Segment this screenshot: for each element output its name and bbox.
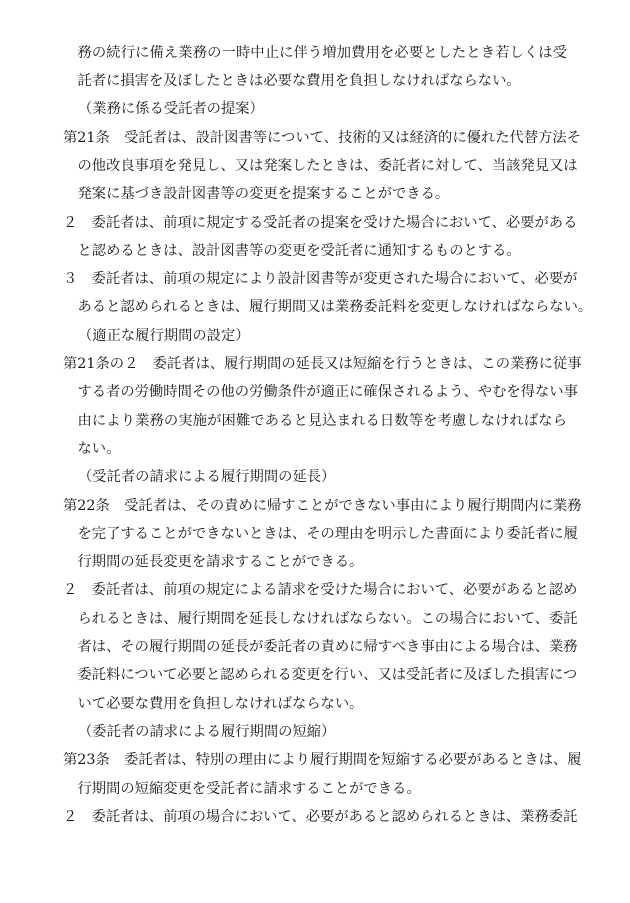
body-text-line: の他改良事項を発見し、又は発案したときは、委託者に対して、当該発見又は xyxy=(77,157,578,174)
paragraph-2-line: ２ 委託者は、前項の場合において、必要があると認められるときは、業務委託 xyxy=(63,808,578,825)
body-text-line: 務の続行に備え業務の一時中止に伴う増加費用を必要としたとき若しくは受 xyxy=(77,44,567,61)
body-text-line: ない。 xyxy=(77,440,121,457)
body-text-line: を完了することができないときは、その理由を明示した書面により委託者に履 xyxy=(77,525,578,542)
paragraph-3-line: ３ 委託者は、前項の規定により設計図書等が変更された場合において、必要が xyxy=(63,271,578,288)
paragraph-2-line: ２ 委託者は、前項の規定による請求を受けた場合において、必要があると認め xyxy=(63,582,578,599)
body-text-line: 行期間の延長変更を請求することができる。 xyxy=(77,554,364,571)
body-text-line: と認めるときは、設計図書等の変更を受託者に通知するものとする。 xyxy=(77,242,521,259)
article-21-2-heading-line: 第21条の２ 委託者は、履行期間の延長又は短縮を行うときは、この業務に従事 xyxy=(63,356,582,373)
document-body xyxy=(0,39,630,831)
article-caption: （委託者の請求による履行期間の短縮） xyxy=(78,723,336,740)
article-23-heading-line: 第23条 委託者は、特別の理由により履行期間を短縮する必要があるときは、履 xyxy=(63,752,582,769)
body-text-line: 託者に損害を及ぼしたときは必要な費用を負担しなければならない。 xyxy=(77,73,521,90)
body-text-line: 由により業務の実施が困難であると見込まれる日数等を考慮しなければなら xyxy=(77,412,567,429)
body-text-line: 発案に基づき設計図書等の変更を提案することができる。 xyxy=(77,186,450,203)
article-22-heading-line: 第22条 受託者は、その責めに帰すことができない事由により履行期間内に業務 xyxy=(63,497,582,514)
article-caption: （受託者の請求による履行期間の延長） xyxy=(78,469,336,486)
body-text-line: られるときは、履行期間を延長しなければならない。この場合において、委託 xyxy=(77,610,578,627)
article-caption: （業務に係る受託者の提案） xyxy=(78,101,264,118)
body-text-line: 者は、その履行期間の延長が委託者の責めに帰すべき事由による場合は、業務 xyxy=(77,639,578,656)
body-text-line: 行期間の短縮変更を受託者に請求することができる。 xyxy=(77,780,421,797)
article-21-heading-line: 第21条 受託者は、設計図書等について、技術的又は経済的に優れた代替方法そ xyxy=(63,129,582,146)
body-text-line: 委託料について必要と認められる変更を行い、又は受託者に及ぼした損害につ xyxy=(77,667,578,684)
body-text-line: いて必要な費用を負担しなければならない。 xyxy=(77,695,364,712)
body-text-line: する者の労働時間その他の労働条件が適正に確保されるよう、やむを得ない事 xyxy=(77,384,578,401)
paragraph-2-line: ２ 委託者は、前項に規定する受託者の提案を受けた場合において、必要がある xyxy=(63,214,578,231)
article-caption: （適正な履行期間の設定） xyxy=(78,327,250,344)
body-text-line: あると認められるときは、履行期間又は業務委託料を変更しなければならない。 xyxy=(77,299,593,316)
